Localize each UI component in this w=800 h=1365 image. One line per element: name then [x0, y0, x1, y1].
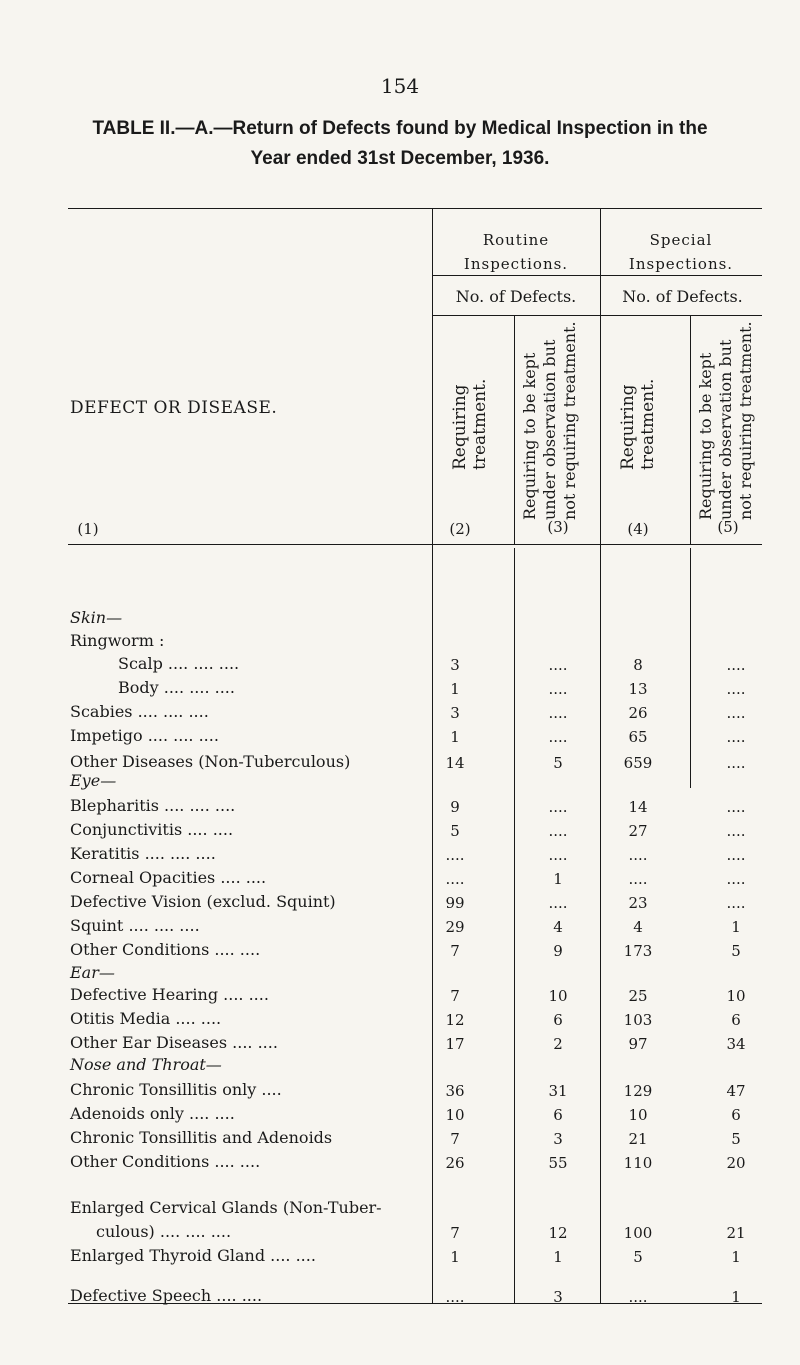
cell: ....: [726, 846, 746, 864]
col2-number: (2): [449, 520, 471, 538]
cell: 3: [553, 1288, 563, 1306]
title-line-1: TABLE II.—A.—Return of Defects found by Medical Inspection in the: [92, 118, 708, 139]
cell: ....: [726, 704, 746, 722]
page-number: 154: [380, 74, 420, 98]
cell: ....: [726, 822, 746, 840]
cell: 4: [633, 918, 643, 936]
cell: 6: [731, 1011, 741, 1029]
cell: 12: [445, 1011, 465, 1029]
row-label: Other Conditions .... ....: [70, 940, 261, 959]
cell: 97: [628, 1035, 648, 1053]
vline-2: [514, 315, 515, 545]
cell: 7: [450, 1224, 460, 1242]
cell: 103: [623, 1011, 653, 1029]
cell: 5: [731, 942, 741, 960]
row-label: Other Ear Diseases .... ....: [70, 1033, 278, 1052]
cell: ....: [548, 728, 568, 746]
routine-inspections-header: [432, 228, 600, 276]
cell: ....: [548, 680, 568, 698]
row-label: Defective Hearing .... ....: [70, 985, 269, 1004]
cell: 5: [553, 754, 563, 772]
row-label: Impetigo .... .... ....: [70, 726, 219, 745]
cell: ....: [726, 870, 746, 888]
cell: 100: [623, 1224, 653, 1242]
cell: 7: [450, 942, 460, 960]
section-ear: Ear—: [70, 963, 115, 982]
cell: 1: [731, 1248, 741, 1266]
cell: 659: [623, 754, 653, 772]
cell: 14: [445, 754, 465, 772]
cell: ....: [726, 728, 746, 746]
cell: 10: [726, 987, 746, 1005]
cell: 26: [628, 704, 648, 722]
cell: 99: [445, 894, 465, 912]
row-label: Other Diseases (Non-Tuberculous): [70, 752, 351, 771]
row-label: Blepharitis .... .... ....: [70, 796, 236, 815]
row-label: Squint .... .... ....: [70, 916, 200, 935]
col5-header: Requiring to be kept under observation but not requiring treatment.: [696, 321, 755, 520]
row-label: Conjunctivitis .... ....: [70, 820, 234, 839]
cell: 9: [450, 798, 460, 816]
section-nose-throat: Nose and Throat—: [70, 1055, 222, 1074]
cell: 29: [445, 918, 465, 936]
no-defects-right: No. of Defects.: [622, 287, 743, 306]
cell: ....: [445, 870, 465, 888]
cell: 1: [731, 1288, 741, 1306]
cell: ....: [548, 846, 568, 864]
top-rule: [68, 208, 762, 209]
col5-number: (5): [717, 518, 739, 536]
cell: 1: [450, 1248, 460, 1266]
cell: 34: [726, 1035, 746, 1053]
cell: 65: [628, 728, 648, 746]
table-title: [0, 114, 800, 174]
cell: 5: [633, 1248, 643, 1266]
cell: ....: [628, 846, 648, 864]
routine-label: Routine Inspections.: [463, 231, 569, 273]
cell: 20: [726, 1154, 746, 1172]
col3-header: Requiring to be kept under observation but not requiring treatment.: [520, 321, 579, 520]
row-label: culous) .... .... ....: [96, 1222, 232, 1241]
row-label: Otitis Media .... ....: [70, 1009, 222, 1028]
col3-number: (3): [547, 518, 569, 536]
col1-number: (1): [77, 520, 99, 538]
cell: 21: [726, 1224, 746, 1242]
section-eye: Eye—: [70, 771, 117, 790]
cell: ....: [726, 680, 746, 698]
row-label: Enlarged Thyroid Gland .... ....: [70, 1246, 316, 1265]
cell: 10: [548, 987, 568, 1005]
cell: ....: [628, 1288, 648, 1306]
cell: 6: [553, 1106, 563, 1124]
row-label: Corneal Opacities .... ....: [70, 868, 267, 887]
cell: 31: [548, 1082, 568, 1100]
row-label: Body .... .... ....: [118, 678, 235, 697]
cell: 173: [623, 942, 653, 960]
cell: ....: [445, 1288, 465, 1306]
col4-header: Requiring treatment.: [618, 378, 658, 470]
cell: 6: [731, 1106, 741, 1124]
row-label: Chronic Tonsillitis only ....: [70, 1080, 282, 1099]
cell: 110: [623, 1154, 653, 1172]
cell: 7: [450, 1130, 460, 1148]
cell: 1: [731, 918, 741, 936]
cell: 14: [628, 798, 648, 816]
row-label: Adenoids only .... ....: [70, 1104, 235, 1123]
cell: 1: [450, 728, 460, 746]
cell: 55: [548, 1154, 568, 1172]
col2-header: Requiring treatment.: [450, 378, 490, 470]
row-label: Keratitis .... .... ....: [70, 844, 216, 863]
vline-4b: [690, 548, 691, 788]
header-bottom-rule: [68, 544, 762, 545]
row-label: Ringworm :: [70, 631, 165, 650]
cell: 21: [628, 1130, 648, 1148]
cell: ....: [726, 798, 746, 816]
cell: ....: [726, 754, 746, 772]
cell: 1: [553, 870, 563, 888]
cell: 1: [553, 1248, 563, 1266]
cell: 2: [553, 1035, 563, 1053]
cell: 12: [548, 1224, 568, 1242]
cell: 27: [628, 822, 648, 840]
cell: 3: [450, 704, 460, 722]
row-label: Other Conditions .... ....: [70, 1152, 261, 1171]
cell: 8: [633, 656, 643, 674]
cell: 13: [628, 680, 648, 698]
row-label: Enlarged Cervical Glands (Non-Tuber-: [70, 1198, 382, 1217]
no-defects-left: No. of Defects.: [455, 287, 577, 306]
cell: 5: [731, 1130, 741, 1148]
cell: 129: [623, 1082, 653, 1100]
cell: 25: [628, 987, 648, 1005]
cell: 36: [445, 1082, 465, 1100]
title-line-2: Year ended 31st December, 1936.: [250, 148, 550, 169]
cell: ....: [548, 822, 568, 840]
cell: 7: [450, 987, 460, 1005]
cell: 3: [450, 656, 460, 674]
section-skin: Skin—: [70, 608, 123, 627]
cell: 6: [553, 1011, 563, 1029]
row-label: Defective Speech .... ....: [70, 1286, 263, 1305]
cell: ....: [548, 704, 568, 722]
cell: ....: [726, 656, 746, 674]
special-label: Special Inspections.: [628, 231, 734, 273]
defect-column-header: DEFECT OR DISEASE.: [70, 398, 278, 418]
vline-3: [600, 208, 601, 1304]
cell: 3: [553, 1130, 563, 1148]
cell: 9: [553, 942, 563, 960]
cell: ....: [548, 798, 568, 816]
cell: ....: [628, 870, 648, 888]
row-label: Defective Vision (exclud. Squint): [70, 892, 336, 911]
cell: ....: [548, 656, 568, 674]
cell: 17: [445, 1035, 465, 1053]
row-label: Scabies .... .... ....: [70, 702, 209, 721]
cell: 23: [628, 894, 648, 912]
cell: ....: [548, 894, 568, 912]
vline-4: [690, 315, 691, 545]
cell: 1: [450, 680, 460, 698]
col4-number: (4): [627, 520, 649, 538]
special-inspections-header: [600, 228, 762, 276]
cell: 4: [553, 918, 563, 936]
cell: 47: [726, 1082, 746, 1100]
cell: 5: [450, 822, 460, 840]
cell: 10: [445, 1106, 465, 1124]
vline-2b: [514, 548, 515, 1304]
cell: 10: [628, 1106, 648, 1124]
cell: 26: [445, 1154, 465, 1172]
cell: ....: [726, 894, 746, 912]
row-label: Scalp .... .... ....: [118, 654, 240, 673]
row-label: Chronic Tonsillitis and Adenoids: [70, 1128, 333, 1147]
cell: ....: [445, 846, 465, 864]
